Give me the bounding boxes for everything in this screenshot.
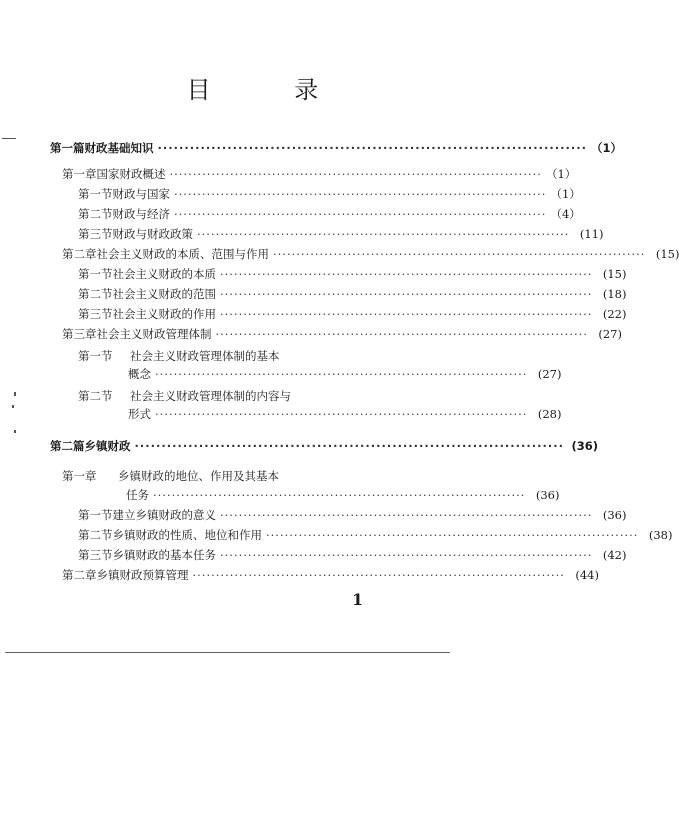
toc-entry-page: (36): [535, 488, 560, 502]
dot-leader: ················································································: [174, 187, 547, 201]
toc-entry-label: 第二节: [78, 287, 113, 301]
toc-entry-title: 乡镇财政预算管理: [96, 568, 189, 582]
toc-entry-page: （1）: [591, 141, 623, 155]
margin-mark: [2, 138, 16, 139]
toc-entry-title: 社会主义财政的本质、范围与作用: [96, 247, 269, 261]
toc-chapter-entry: [62, 164, 577, 184]
toc-chapter-entry: [62, 466, 279, 486]
toc-entry-title: 乡镇财政的基本任务: [112, 548, 216, 562]
toc-entry-title: 形式: [128, 407, 151, 421]
toc-section-entry: [78, 346, 280, 366]
toc-entry-title: 国家财政概述: [96, 167, 166, 181]
toc-entry-title: 社会主义财政管理体制的内容与: [130, 389, 291, 403]
toc-entry-title: 社会主义财政管理体制的基本: [130, 349, 280, 363]
toc-entry-title: 概念: [128, 367, 151, 381]
toc-entry-label: 第二节: [78, 528, 113, 542]
toc-entry-page: (22): [602, 307, 627, 321]
toc-entry-title: 财政与经济: [112, 207, 170, 221]
toc-entry-title: 财政与财政政策: [112, 227, 193, 241]
toc-entry-page: (15): [602, 267, 627, 281]
toc-entry-title: 乡镇财政: [84, 439, 131, 453]
toc-entry-label: 第一篇: [50, 141, 85, 155]
toc-entry-title: 财政与国家: [112, 187, 170, 201]
toc-entry-page: (15): [655, 247, 679, 261]
dot-leader: ················································································: [169, 167, 542, 181]
toc-chapter-entry: [62, 244, 679, 264]
toc-entry-label: 第二章: [62, 247, 97, 261]
toc-entry-label: 第二节: [78, 207, 113, 221]
dot-leader: ················································································: [215, 327, 588, 341]
toc-entry-page: (44): [575, 568, 599, 582]
toc-entry-page: (36): [602, 508, 627, 522]
toc-entry-title: 乡镇财政的地位、作用及其基本: [118, 469, 279, 483]
page-number: 1: [352, 590, 364, 609]
margin-mark: [14, 430, 16, 433]
dot-leader: ················································································: [174, 207, 547, 221]
toc-section-entry: [78, 505, 627, 525]
dot-leader: ················································································: [220, 287, 593, 301]
toc-entry-title: 任务: [126, 488, 149, 502]
toc-entry-label: 第三节: [78, 307, 113, 321]
dot-leader: ················································································: [220, 548, 593, 562]
dot-leader: ················································································: [157, 141, 587, 155]
toc-entry-page: (36): [571, 439, 598, 453]
toc-section-entry: [78, 386, 291, 406]
toc-chapter-entry: [62, 324, 622, 344]
toc-entry-label: 第二节: [78, 389, 113, 403]
toc-section-entry: [78, 284, 627, 304]
dot-leader: ················································································: [273, 247, 646, 261]
toc-entry-page: (11): [579, 227, 604, 241]
toc-entry-label: 第一节: [78, 349, 113, 363]
dot-leader: ················································································: [134, 439, 564, 453]
toc-continuation-entry: [128, 364, 562, 384]
margin-mark: [12, 405, 14, 408]
toc-entry-page: （4）: [550, 207, 581, 221]
toc-entry-title: 乡镇财政的性质、地位和作用: [112, 528, 262, 542]
toc-entry-label: 第二篇: [50, 439, 85, 453]
dot-leader: ················································································: [197, 227, 570, 241]
toc-entry-title: 财政基础知识: [84, 141, 154, 155]
margin-mark: [14, 392, 16, 396]
page-title: 目 录: [186, 76, 357, 104]
bottom-rule: [5, 652, 450, 653]
toc-section-entry: [78, 184, 581, 204]
toc-section-entry: [78, 545, 627, 565]
toc-entry-page: (38): [648, 528, 673, 542]
dot-leader: ················································································: [220, 508, 593, 522]
toc-part-entry: [50, 436, 598, 456]
dot-leader: ················································································: [266, 528, 639, 542]
dot-leader: ················································································: [192, 568, 565, 582]
toc-entry-label: 第三节: [78, 227, 113, 241]
toc-continuation-entry: [126, 485, 560, 505]
toc-section-entry: [78, 264, 627, 284]
toc-entry-page: （1）: [545, 167, 577, 181]
toc-entry-label: 第一节: [78, 187, 113, 201]
toc-entry-title: 社会主义财政的本质: [112, 267, 216, 281]
toc-section-entry: [78, 204, 581, 224]
toc-entry-page: (28): [537, 407, 562, 421]
toc-entry-page: (27): [598, 327, 622, 341]
toc-section-entry: [78, 304, 627, 324]
toc-entry-label: 第二章: [62, 568, 97, 582]
toc-entry-page: (42): [602, 548, 627, 562]
toc-entry-label: 第一节: [78, 508, 113, 522]
toc-entry-label: 第一节: [78, 267, 113, 281]
toc-entry-page: （1）: [550, 187, 581, 201]
toc-entry-title: 社会主义财政的范围: [112, 287, 216, 301]
toc-entry-title: 社会主义财政管理体制: [96, 327, 212, 341]
dot-leader: ················································································: [155, 367, 528, 381]
dot-leader: ················································································: [153, 488, 526, 502]
toc-section-entry: [78, 525, 673, 545]
dot-leader: ················································································: [220, 307, 593, 321]
toc-section-entry: [78, 224, 604, 244]
dot-leader: ················································································: [220, 267, 593, 281]
toc-entry-page: (18): [602, 287, 627, 301]
toc-entry-title: 社会主义财政的作用: [112, 307, 216, 321]
toc-part-entry: [50, 138, 623, 158]
toc-entry-title: 建立乡镇财政的意义: [112, 508, 216, 522]
toc-entry-label: 第三节: [78, 548, 113, 562]
toc-entry-label: 第一章: [62, 469, 97, 483]
toc-continuation-entry: [128, 404, 562, 424]
toc-entry-page: (27): [537, 367, 562, 381]
dot-leader: ················································································: [155, 407, 528, 421]
toc-chapter-entry: [62, 565, 599, 585]
toc-entry-label: 第三章: [62, 327, 97, 341]
toc-entry-label: 第一章: [62, 167, 97, 181]
